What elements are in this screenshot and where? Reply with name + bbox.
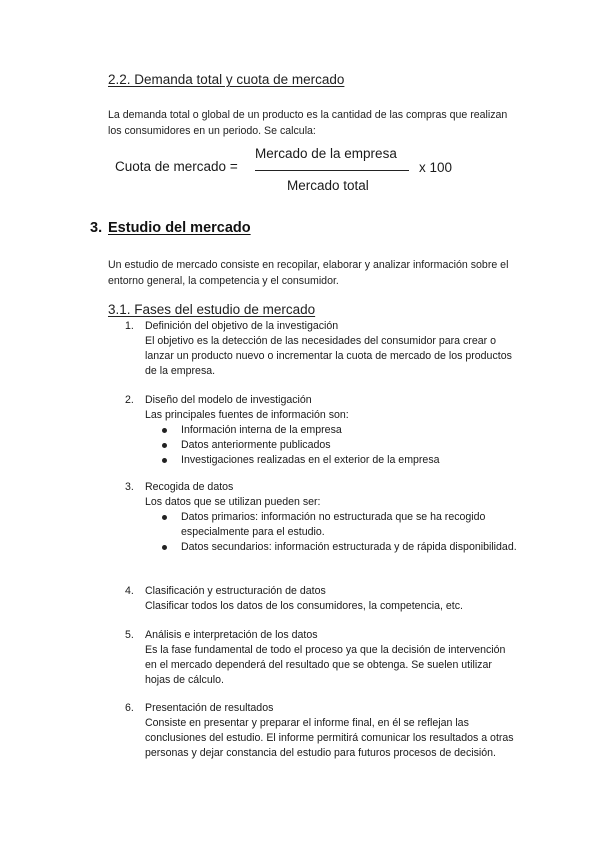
formula-denominator: Mercado total (287, 178, 369, 193)
step-body-text: Los datos que se utilizan pueden ser: (145, 496, 321, 508)
section-2-2-heading: 2.2. Demanda total y cuota de mercado (108, 72, 345, 87)
step-body: El objetivo es la detección de las necesidades del consumidor para crear o lanzar un producto nuevo o incrementar la cuota de mercado de los productos de la empresa. (145, 335, 512, 377)
step-number: 5. (125, 629, 134, 641)
section-3-number: 3. (90, 220, 103, 236)
section-3-intro: Un estudio de mercado consiste en recopilar, elaborar y analizar información sobre el entorno general, la competencia y el consumidor. (108, 259, 509, 287)
step-body (145, 495, 520, 555)
step-title: Presentación de resultados (145, 702, 274, 714)
data-type-list (145, 510, 520, 555)
step-number: 6. (125, 702, 134, 714)
bullet-icon (162, 545, 167, 550)
list-item: Información interna de la empresa (145, 423, 520, 438)
step-number: 3. (125, 481, 134, 493)
step-body (145, 408, 520, 468)
step-number: 1. (125, 320, 134, 332)
section-3-1-heading: 3.1. Fases del estudio de mercado (108, 302, 316, 317)
step-number: 4. (125, 585, 134, 597)
formula-multiplier: x 100 (419, 160, 453, 175)
intro-line-1: La demanda total o global de un producto es la cantidad de las compras que realizan (108, 109, 508, 121)
step-title: Definición del objetivo de la investigación (145, 320, 339, 332)
list-item: Datos secundarios: información estructurada y de rápida disponibilidad. (145, 540, 520, 555)
formula-numerator: Mercado de la empresa (255, 146, 397, 161)
bullet-icon (162, 443, 167, 448)
formula-lhs: Cuota de mercado = (115, 159, 238, 174)
market-share-formula (115, 146, 475, 196)
source-list (145, 423, 520, 468)
section-2-2-intro (108, 108, 533, 139)
step-body-text: Las principales fuentes de información son: (145, 409, 349, 421)
step-body: Consiste en presentar y preparar el informe final, en él se reflejan las conclusiones del estudio. El informe permitirá comunicar los resultados a otras personas y dejar constancia del estudio para futuros procesos de decisión. (145, 717, 514, 759)
bullet-icon (162, 515, 167, 520)
step-title: Análisis e interpretación de los datos (145, 629, 318, 641)
bullet-icon (162, 428, 167, 433)
step-title: Diseño del modelo de investigación (145, 394, 312, 406)
list-item: Datos anteriormente publicados (145, 438, 520, 453)
step-body: Es la fase fundamental de todo el proceso ya que la decisión de intervención en el mercado dependerá del resultado que se obtenga. Se suelen utilizar hojas de cálculo. (145, 644, 506, 686)
step-body: Clasificar todos los datos de los consumidores, la competencia, etc. (145, 600, 463, 612)
step-number: 2. (125, 394, 134, 406)
formula-fraction-bar (255, 170, 409, 171)
section-3-title: Estudio del mercado (108, 220, 251, 236)
list-item: Datos primarios: información no estructurada que se ha recogido especialmente para el estudio. (145, 510, 520, 540)
intro-line-2: los consumidores en un periodo. Se calcula: (108, 124, 316, 137)
step-title: Recogida de datos (145, 481, 234, 493)
list-item: Investigaciones realizadas en el exterior de la empresa (145, 453, 520, 468)
bullet-icon (162, 458, 167, 463)
step-title: Clasificación y estructuración de datos (145, 585, 326, 597)
section-3-heading (90, 220, 251, 236)
